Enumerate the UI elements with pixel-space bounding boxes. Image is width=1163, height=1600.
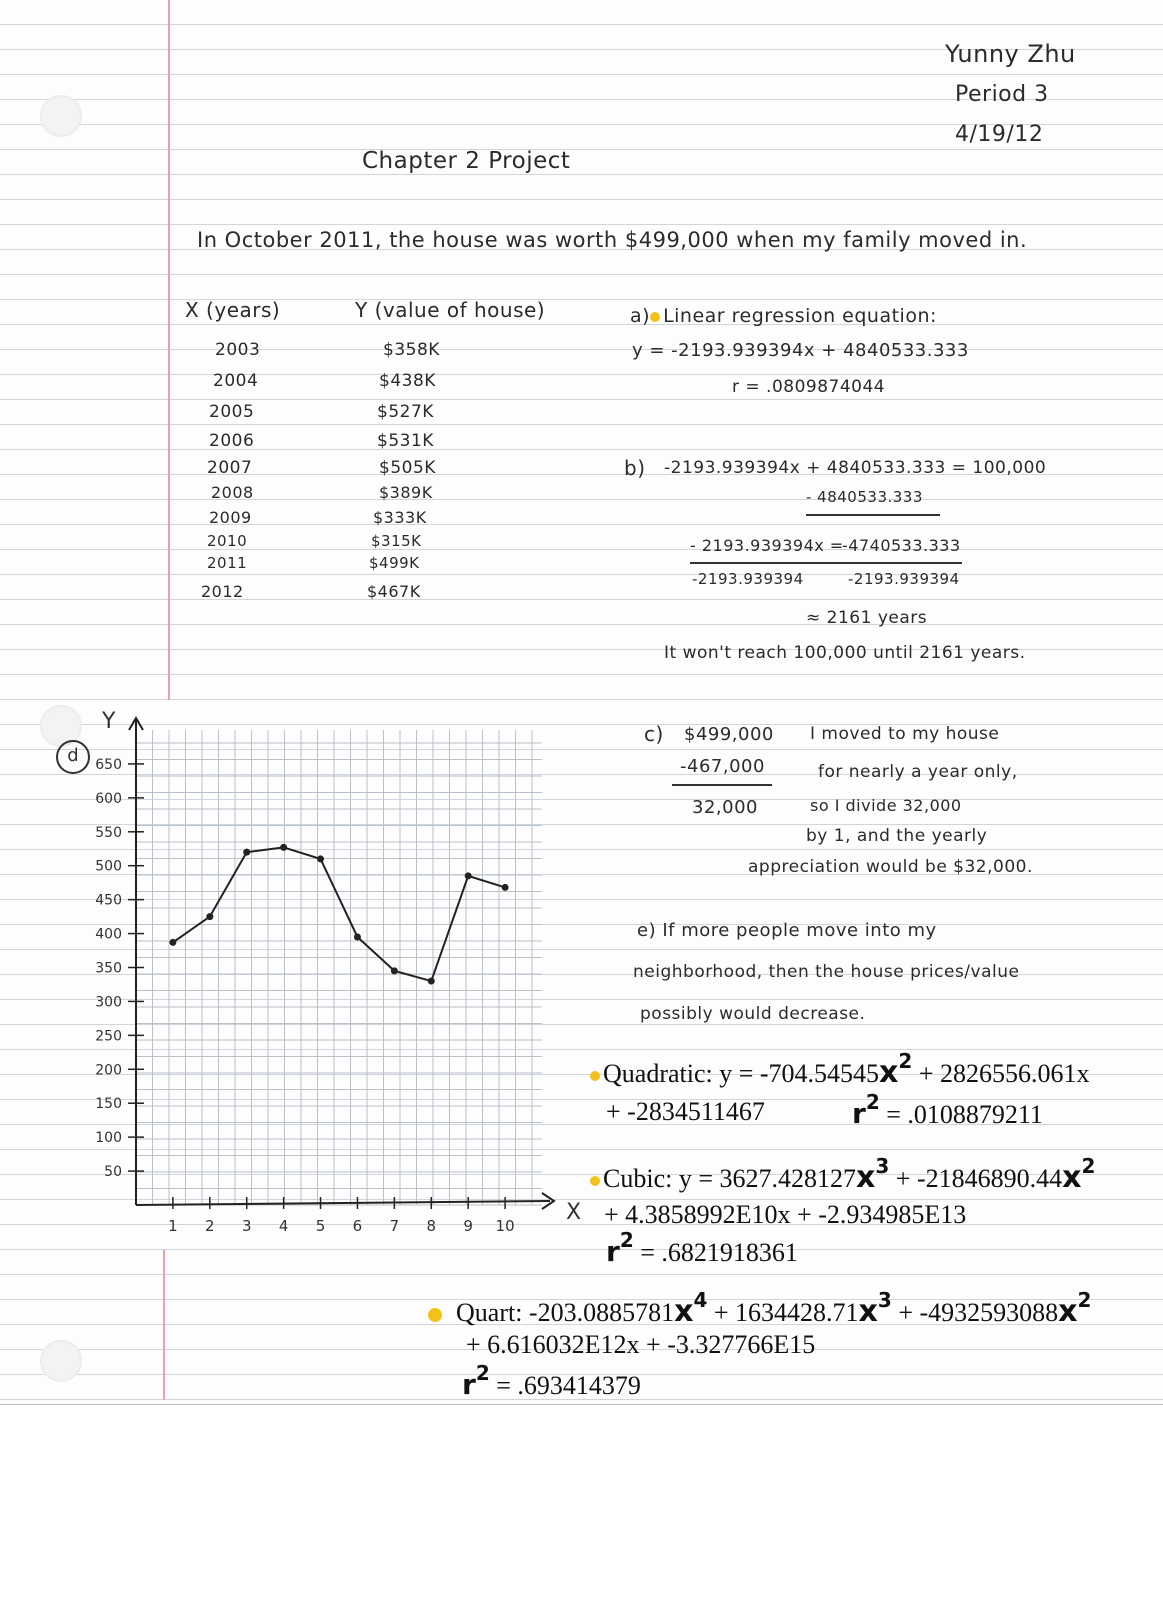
x-tick-label: 2 — [205, 1217, 215, 1235]
data-point — [169, 939, 176, 946]
part-b-result: ≈ 2161 years — [806, 608, 928, 628]
quart-coef-a: Quart: -203.0885781 — [456, 1298, 675, 1327]
part-c-calc1: $499,000 — [684, 724, 774, 745]
part-c-text1: I moved to my house — [810, 724, 1000, 744]
series-line — [173, 847, 505, 981]
page-bottom-edge — [0, 1405, 1163, 1600]
table-cell-year: 2009 — [209, 508, 252, 527]
chart-ticks — [95, 757, 514, 1235]
part-b-conclusion: It won't reach 100,000 until 2161 years. — [664, 643, 1026, 663]
x-axis-line — [136, 1201, 550, 1205]
table-cell-value: $389K — [379, 483, 433, 502]
table-cell-year: 2010 — [207, 532, 248, 550]
quadratic-coef-a: Quadratic: y = -704.54545 — [603, 1059, 880, 1088]
y-tick-label: 150 — [95, 1096, 122, 1113]
data-point — [391, 967, 398, 974]
part-c-text4: by 1, and the yearly — [806, 826, 988, 846]
quart-line1 — [428, 1288, 1092, 1329]
quart-var2: x — [858, 1294, 878, 1329]
part-e-label: e) — [637, 920, 657, 941]
page-title: Chapter 2 Project — [362, 148, 571, 174]
cubic-line2: + 4.3858992E10x + -2.934985E13 — [604, 1200, 967, 1229]
table-cell-value: $531K — [377, 431, 434, 451]
table-cell-value: $315K — [371, 532, 422, 550]
part-e-line3: possibly would decrease. — [640, 1004, 866, 1024]
linear-r-value: r = .0809874044 — [732, 377, 886, 397]
quart-exp: 4 — [693, 1288, 708, 1312]
data-point — [280, 844, 287, 851]
binder-hole-bottom — [40, 1340, 82, 1382]
y-tick-label: 200 — [95, 1062, 122, 1079]
part-a-heading-line — [630, 305, 937, 327]
chart-axes — [129, 718, 554, 1209]
cubic-exp: 3 — [875, 1154, 890, 1178]
y-tick-label: 450 — [95, 892, 122, 909]
part-a-label: a) — [630, 305, 651, 327]
table-cell-year: 2008 — [211, 483, 254, 502]
r-symbol: r — [606, 1235, 620, 1268]
y-tick-label: 350 — [95, 960, 122, 977]
part-b-line4-left: -2193.939394 — [692, 570, 804, 588]
part-c-text2: for nearly a year only, — [818, 762, 1018, 782]
quart-exp3: 2 — [1077, 1288, 1092, 1312]
table-header-y: Y (value of house) — [355, 298, 546, 322]
x-tick-label: 8 — [426, 1217, 437, 1235]
quadratic-r-value: = .0108879211 — [886, 1100, 1043, 1129]
part-a-heading: Linear regression equation: — [663, 305, 937, 327]
student-name: Yunny Zhu — [945, 40, 1076, 68]
cubic-var: x — [856, 1160, 876, 1195]
house-value-line-chart — [52, 705, 592, 1265]
cubic-line1 — [590, 1154, 1096, 1195]
y-tick-label: 50 — [104, 1164, 122, 1181]
chart-x-axis-label: X — [566, 1200, 582, 1225]
part-c-text5: appreciation would be $32,000. — [748, 857, 1033, 877]
table-cell-value: $527K — [377, 402, 434, 422]
part-b-line4-right: -2193.939394 — [848, 570, 960, 588]
data-point — [354, 933, 361, 940]
quart-coef-c: + -4932593088 — [898, 1298, 1059, 1327]
x-tick-label: 1 — [168, 1217, 178, 1235]
part-b-line3-left: - 2193.939394x = — [690, 536, 844, 555]
y-tick-label: 300 — [95, 994, 122, 1011]
r-exp: 2 — [475, 1361, 490, 1385]
data-table — [185, 298, 545, 618]
table-cell-year: 2006 — [209, 431, 255, 451]
part-e-line1 — [637, 920, 937, 941]
linear-equation: y = -2193.939394x + 4840533.333 — [632, 340, 969, 361]
quart-exp2: 3 — [877, 1288, 892, 1312]
part-c-label: c) — [644, 722, 664, 746]
y-tick-label: 600 — [95, 790, 122, 807]
cubic-r-value: = .6821918361 — [640, 1238, 798, 1267]
x-tick-label: 4 — [278, 1217, 289, 1235]
part-c-calc2: -467,000 — [680, 756, 765, 777]
data-point — [502, 884, 509, 891]
cubic-coef-a: Cubic: y = 3627.428127 — [603, 1164, 856, 1193]
r-symbol: r — [852, 1097, 866, 1130]
y-tick-label: 400 — [95, 926, 122, 943]
quadratic-r-squared — [852, 1090, 1043, 1130]
y-tick-label: 250 — [95, 1028, 122, 1045]
part-c-text3: so I divide 32,000 — [810, 796, 962, 815]
chart-series — [169, 844, 508, 985]
part-b-label: b) — [624, 456, 646, 480]
chart-grid — [136, 730, 542, 1205]
y-tick-label: 100 — [95, 1130, 122, 1147]
table-cell-year: 2012 — [201, 582, 244, 601]
part-c-underline — [672, 784, 772, 786]
chart-y-axis-label: Y — [102, 709, 116, 734]
y-tick-label: 500 — [95, 858, 122, 875]
x-tick-label: 5 — [315, 1217, 326, 1235]
table-cell-value: $499K — [369, 554, 420, 572]
r-symbol: r — [462, 1368, 476, 1401]
highlight-dot-icon — [650, 312, 660, 322]
table-cell-year: 2011 — [207, 554, 248, 572]
margin-line-top — [168, 0, 170, 700]
quadratic-line1 — [590, 1049, 1090, 1090]
quadratic-line2: + -2834511467 — [606, 1097, 765, 1126]
binder-hole-top — [40, 95, 82, 137]
r-exp: 2 — [619, 1228, 634, 1252]
quadratic-coef-b: + 2826556.061x — [918, 1059, 1090, 1088]
data-point — [206, 913, 213, 920]
part-c-calc3: 32,000 — [692, 797, 758, 818]
y-tick-label: 650 — [95, 756, 122, 773]
table-header-x: X (years) — [185, 298, 281, 322]
table-cell-value: $467K — [367, 582, 421, 601]
quart-var: x — [674, 1294, 694, 1329]
quart-coef-b: + 1634428.71 — [713, 1298, 859, 1327]
x-tick-label: 6 — [352, 1217, 363, 1235]
data-point — [243, 849, 250, 856]
y-tick-label: 550 — [95, 824, 122, 841]
quadratic-exp: 2 — [898, 1049, 913, 1073]
margin-line-bottom — [163, 1250, 165, 1400]
x-tick-label: 3 — [241, 1217, 252, 1235]
quart-r-squared — [462, 1361, 641, 1401]
x-tick-label: 9 — [463, 1217, 473, 1235]
cubic-coef-b: + -21846890.44 — [895, 1164, 1063, 1193]
data-point — [428, 978, 435, 985]
part-e-text1: If more people move into my — [662, 920, 937, 941]
class-period: Period 3 — [955, 82, 1049, 107]
x-tick-label: 7 — [389, 1217, 400, 1235]
part-e-line2: neighborhood, then the house prices/value — [633, 962, 1020, 982]
table-cell-year: 2004 — [213, 371, 259, 391]
part-b-fraction-bar — [690, 562, 962, 564]
part-b-line2: - 4840533.333 — [806, 488, 923, 506]
table-cell-year: 2005 — [209, 402, 255, 422]
part-b-underline-1 — [806, 514, 940, 516]
table-cell-value: $333K — [373, 508, 427, 527]
quart-var3: x — [1058, 1294, 1078, 1329]
highlight-dot-icon — [428, 1308, 442, 1322]
r-exp: 2 — [865, 1090, 880, 1114]
cubic-exp2: 2 — [1081, 1154, 1096, 1178]
table-cell-value: $358K — [383, 340, 440, 360]
quart-r-value: = .693414379 — [496, 1371, 641, 1400]
table-cell-year: 2003 — [215, 340, 261, 360]
data-point — [317, 855, 324, 862]
cubic-var2: x — [1062, 1160, 1082, 1195]
data-point — [465, 872, 472, 879]
part-b-line3-right: -4740533.333 — [842, 536, 961, 555]
quadratic-var: x — [879, 1055, 899, 1090]
part-d-label: d — [56, 740, 90, 774]
date: 4/19/12 — [955, 122, 1044, 147]
table-cell-value: $438K — [379, 371, 436, 391]
cubic-r-squared — [606, 1228, 798, 1268]
table-cell-year: 2007 — [207, 458, 253, 478]
table-cell-value: $505K — [379, 458, 436, 478]
page-bottom-rule — [0, 1404, 1163, 1405]
intro-sentence: In October 2011, the house was worth $499,000 when my family moved in. — [197, 228, 1028, 252]
part-b-line1: -2193.939394x + 4840533.333 = 100,000 — [664, 458, 1047, 478]
quart-line2: + 6.616032E12x + -3.327766E15 — [466, 1330, 816, 1359]
x-tick-label: 10 — [495, 1217, 515, 1235]
